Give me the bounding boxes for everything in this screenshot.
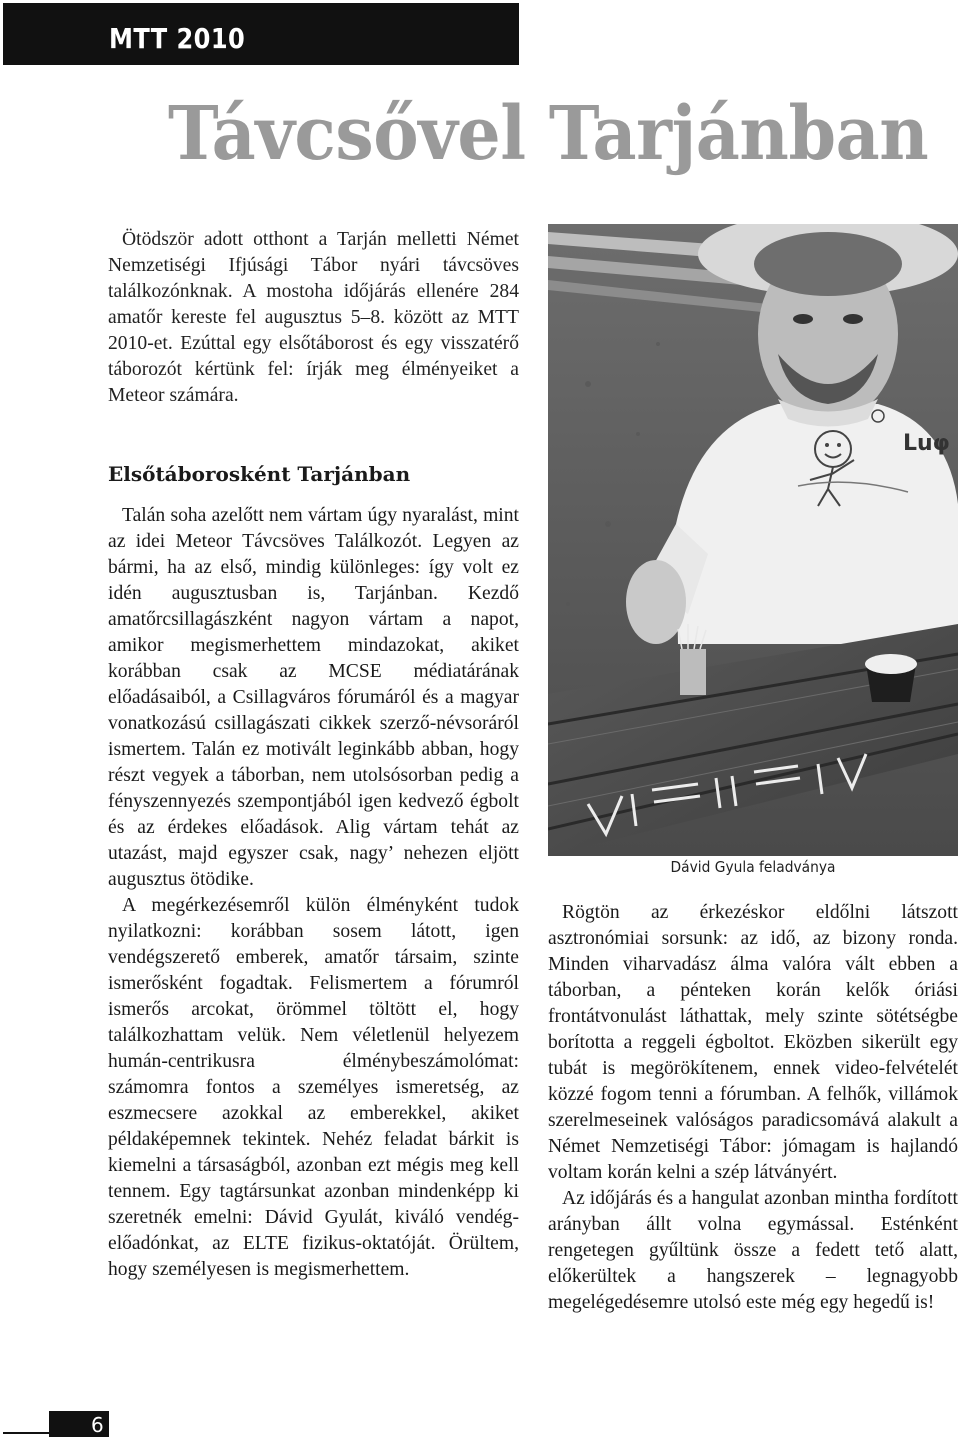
article-photo	[548, 224, 958, 856]
photo-caption: Dávid Gyula feladványa	[670, 858, 836, 876]
section-heading: Elsőtáborosként Tarjánban	[108, 462, 411, 486]
article-title: Távcsővel Tarjánban	[168, 91, 929, 177]
article-intro	[108, 227, 519, 409]
intro-paragraph: Ötödször adott otthont a Tarján melletti Német Nemzetiségi Ifjúsági Tábor nyári távcsöves találkozónknak. A mostoha időjárás ellenére 284 amatőr kereste fel augusztus 5–8. között az MTT 2010-et. Ezúttal egy elsőtáborost és egy visszatérő táborozót kértünk fel: írják meg élményeiket a Meteor számára.	[108, 229, 519, 406]
body-paragraph: Talán soha azelőtt nem vártam úgy nyaralást, mint az idei Meteor Távcsöves Találkozót. Legyen az bármi, ha az első, mindig különleges: így volt ez idén augusztusban is, Tarjánban. Kezdő amatőrcsillagászként nagyon vártam a napot, amikor megismerhettem mindazokat, akiket korábban csak az MCSE médiatárának előadásaiból, a Csillagváros fórumáról és a magyar vonatkozású csillagászati cikkek szerző-névsoráról ismertem. Talán ez motivált leginkább abban, hogy részt vegyek a táborban, nem utolsósorban pedig a fényszennyezés szempontjából igen kedvező égbolt és az érdekes előadások. Alig vártam tehát az utazást, majd egyszer csak, nagy’ nehezen eljött augusztus ötödike.	[108, 505, 519, 890]
shirt-logo: Luφ	[903, 431, 950, 456]
right-column	[548, 900, 958, 1316]
body-paragraph: A megérkezésemről külön élményként tudok nyilatkozni: korábban sosem látott, igen vendégszerető emberek, amatőr társaim, szinte ismerősként fogadtak. Felismertem a fórumról ismerős arcokat, örömmel töltött el, hogy találkozhattam velük. Nem véletlenül helyezem humán-centrikusra élménybeszámolómat: számomra fontos a személyes ismeretség, az eszmecsere azokkal az emberekkel, akiket példaképemnek tekintek. Nehéz feladat bárkit is kiemelni a társaságból, azonban ezt mégis meg kell tennem. Egy tagtársunkat azonban mindenképp ki szeretnék emelni: Dávid Gyulát, kiváló vendég-előadónkat, az ELTE fizikus-oktatóját. Örültem, hogy személyesen is megismerhettem.	[108, 895, 519, 1280]
page-number: 6	[91, 1413, 104, 1437]
header-bar	[3, 3, 519, 65]
body-paragraph: Rögtön az érkezéskor eldőlni látszott asztronómiai sorsunk: az idő, az bizony ronda. Minden viharvadász álma valóra vált ebben a táborban, a pénteken korán kelők óriási frontátvonulást láthattak, mely szinte sötétségbe borította a reggeli égboltot. Eközben sikerült egy tubát is megörökítenem, ennek video-felvételét közzé fogom tenni a fórumban. A felhők, villámok szerelmeseinek valóságos paradicsomává alakult a Német Nemzetiségi Tábor: jómagam is hajlandó voltam korán kelni a szép látványért.	[548, 902, 958, 1183]
section-label: MTT 2010	[109, 22, 246, 55]
left-column	[108, 227, 519, 1283]
body-paragraph: Az időjárás és a hangulat azonban mintha fordított arányban állt volna egymással. Esténként rengetegen gyűltünk össze a fedett tető alatt, előkerültek a hangszerek – legnagyobb megelégedésemre utolsó este még egy hegedű is!	[548, 1188, 958, 1313]
